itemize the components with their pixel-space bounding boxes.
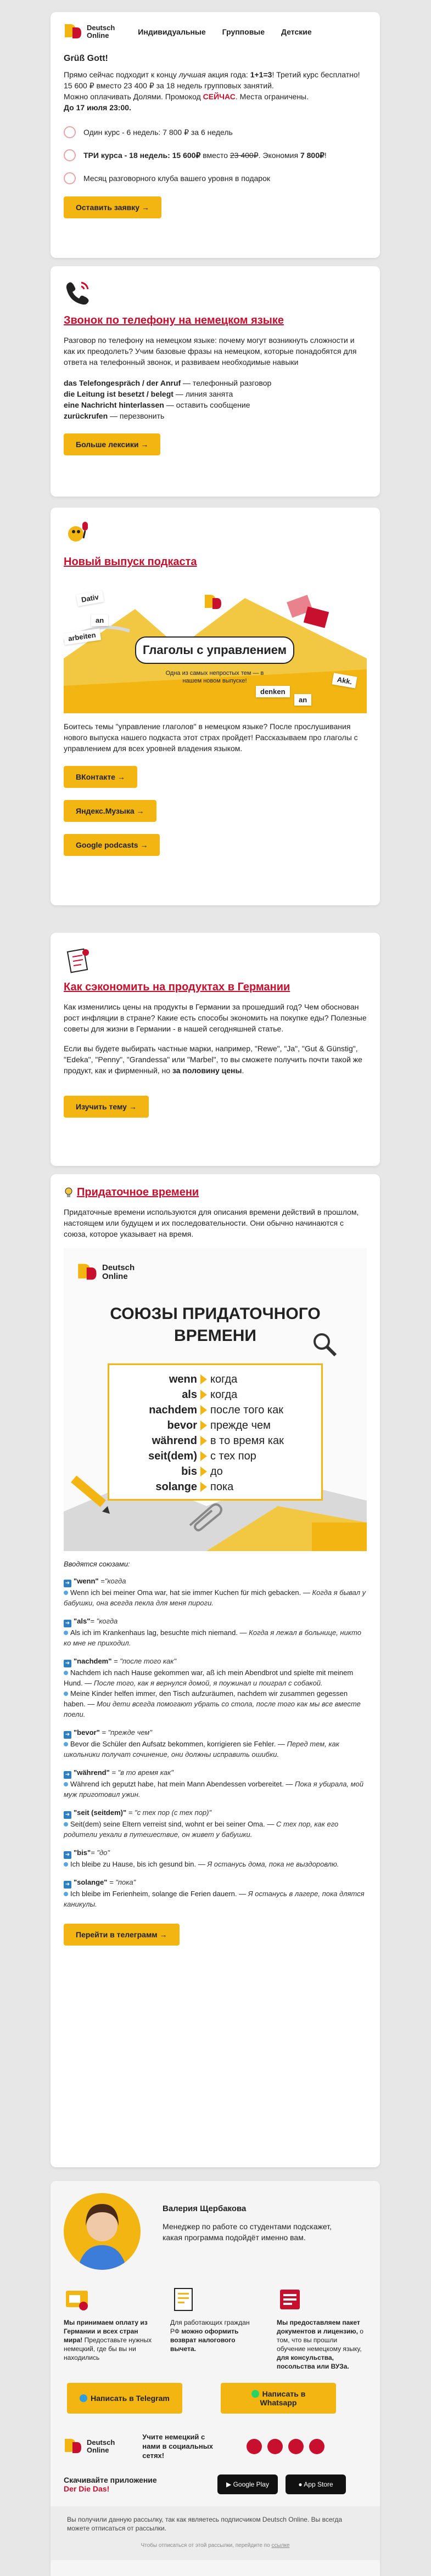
- nav-individual[interactable]: Индивидуальные: [138, 27, 206, 36]
- conjunction-de: als: [182, 1388, 197, 1401]
- example-block: [64, 1877, 367, 1909]
- example-head: ➜ "solange" = "пока": [64, 1877, 367, 1889]
- telegram-go-button[interactable]: Перейти в телеграмм →: [64, 1924, 180, 1946]
- arrow-icon: [200, 1390, 207, 1400]
- conjunction-row: [109, 1464, 321, 1479]
- write-telegram-button[interactable]: Написать в Telegram: [67, 2383, 182, 2414]
- footer-logo-icon: [64, 2437, 83, 2456]
- google-play-badge[interactable]: ▶ Google Play: [217, 2474, 278, 2494]
- lightbulb-icon: [64, 1187, 74, 1199]
- manager-text: Менеджер по работе со студентами подскажет, какая программа подойдёт именно вам.: [163, 2222, 332, 2242]
- clauses-title-link[interactable]: Придаточное времени: [77, 1186, 199, 1198]
- arrow-right-icon: ➜: [64, 1731, 71, 1739]
- clauses-header: [64, 1186, 367, 1199]
- banner-sub: Одна из самых непростых тем — в нашем новом выпуске!: [165, 670, 264, 684]
- conjunction-ru: пока: [210, 1480, 234, 1493]
- example-line: Seit(dem) seine Eltern verreist sind, wohnt er bei seiner Oma. — С тех пор, как его родители уехали в путешествие, он живет у бабушки.: [64, 1820, 339, 1839]
- example-line: Meine Kinder helfen immer, den Tisch aufzuräumen, nachdem wir zusammen gegessen haben. — Мои дети всегда помогают убрать со стола, после того как мы все вместе поели.: [64, 1689, 361, 1718]
- podcast-card: [51, 508, 380, 905]
- shopping-list-icon: [64, 945, 93, 974]
- manager-name: Валерия Щербакова: [163, 2204, 247, 2213]
- bullet-dot-icon: [64, 1671, 68, 1675]
- phone-icon: [64, 278, 93, 308]
- arrow-icon: [200, 1482, 207, 1492]
- example-head: ➜ "wenn" ="когда: [64, 1576, 367, 1587]
- more-vocab-button[interactable]: Больше лексики →: [64, 433, 160, 455]
- example-line: Als ich im Krankenhaus lag, besuchte mich niemand. — Когда я лежал в больнице, никто ко мне не приходил.: [64, 1628, 361, 1647]
- example-block: [64, 1767, 367, 1800]
- conjunction-de: seit(dem): [148, 1450, 197, 1462]
- conjunction-de: solange: [155, 1480, 197, 1493]
- example-head: ➜ "als"= "когда: [64, 1616, 367, 1627]
- conjunction-ru: до: [210, 1465, 223, 1478]
- bullet-dot-icon: [64, 1631, 68, 1635]
- conjunction-ru: когда: [210, 1388, 238, 1401]
- leave-request-button[interactable]: Оставить заявку →: [64, 196, 161, 218]
- unsubscribe-link[interactable]: ссылке: [271, 2543, 290, 2549]
- footer-social-row: [64, 2432, 367, 2460]
- conjunction-row: [109, 1418, 321, 1433]
- conjunction-row: [109, 1372, 321, 1387]
- conjunction-de: während: [152, 1434, 197, 1447]
- promo-price: 15 600 ₽ вместо 23 400 ₽ за 18 недель групповых занятий.: [64, 81, 274, 90]
- bullet-dot-icon: [64, 1892, 68, 1896]
- avatar: [64, 2193, 141, 2270]
- example-line: Bevor die Schüler den Aufsatz bekommen, korrigieren sie Fehler. — Перед тем, как школьники получат сочинение, они должны исправить ошибки.: [64, 1740, 339, 1758]
- card-title: СОЮЗЫ ПРИДАТОЧНОГО ВРЕМЕНИ: [110, 1305, 321, 1345]
- app-name: Der Die Das!: [64, 2484, 110, 2493]
- tax-document-icon: [170, 2286, 197, 2313]
- promo-item: Один курс - 6 недель: 7 800 ₽ за 6 недель: [64, 121, 367, 144]
- phone-card: [51, 266, 380, 497]
- examples-list: [64, 1576, 367, 1909]
- header: [64, 21, 367, 43]
- clauses-card: [51, 1174, 380, 2167]
- arrow-right-icon: ➜: [64, 1580, 71, 1587]
- arrow-icon: [200, 1436, 207, 1446]
- bullet-dot-icon: [64, 1782, 68, 1786]
- telegram-social-icon[interactable]: [288, 2439, 304, 2454]
- conjunction-row: [109, 1448, 321, 1464]
- arrow-right-icon: ➜: [64, 1851, 71, 1859]
- arrow-icon: [200, 1374, 207, 1384]
- telegram-icon: [80, 2394, 87, 2402]
- pencil-icon: [64, 1468, 113, 1520]
- certificate-icon: [277, 2286, 303, 2313]
- banner-word: an: [294, 694, 311, 706]
- vocab-item: die Leitung ist besetzt / belegt — линия занята: [64, 390, 233, 398]
- banner-logo-icon: [204, 593, 223, 615]
- app-title: Скачивайте приложение: [64, 2476, 157, 2484]
- grocery-card: [51, 933, 380, 1166]
- target-icon: [64, 126, 76, 138]
- example-head: ➜ "seit (seitdem)" = "с тех пор (с тех пор)": [64, 1807, 367, 1819]
- study-topic-button[interactable]: Изучить тему →: [64, 1096, 149, 1118]
- bullet-dot-icon: [64, 1591, 68, 1595]
- instagram-icon[interactable]: [309, 2439, 324, 2454]
- card-logo-line1: Deutsch: [102, 1263, 135, 1272]
- phone-intro: Разговор по телефону на немецком языке: почему могут возникнуть сложности и как их преодолеть? Учим базовые фразы на немецком, которые понадобятся для ответа на телефонный звонок, и развиваем необходимые навыки: [64, 336, 357, 367]
- conjunction-row: [109, 1402, 321, 1418]
- arrow-right-icon: ➜: [64, 1811, 71, 1819]
- conjunction-ru: с тех пор: [210, 1450, 256, 1462]
- phone-title-link[interactable]: Звонок по телефону на немецком языке: [64, 314, 284, 326]
- nav-kids[interactable]: Детские: [281, 27, 312, 36]
- whatsapp-icon: [251, 2390, 259, 2398]
- deutsch-online-logo-icon[interactable]: [64, 22, 83, 42]
- grocery-p1: Как изменились цены на продукты в Германии за прошедший год? Чем обоснован рост инфляции в стране? Какие есть способы экономить на покупке еды? Полезные советы для жизни в Германии - в нашей сегодняшней статье.: [64, 1002, 367, 1033]
- vk-button[interactable]: ВКонтакте →: [64, 766, 137, 788]
- google-podcasts-button[interactable]: Google podcasts →: [64, 834, 160, 856]
- arrow-right-icon: ➜: [64, 1620, 71, 1627]
- conjunction-de: nachdem: [149, 1403, 197, 1416]
- feature-tax: Для работающих граждан РФ можно оформить возврат налогового вычета.: [170, 2286, 260, 2371]
- greeting: Grüß Gott!: [64, 54, 108, 63]
- vocab-item: eine Nachricht hinterlassen — оставить сообщение: [64, 401, 250, 409]
- promo-item: Месяц разговорного клуба вашего уровня в подарок: [64, 167, 367, 190]
- bullet-dot-icon: [64, 1742, 68, 1746]
- example-line: Ich bleibe im Ferienheim, solange die Ferien dauern. — Я останусь в лагере, пока длятся каникулы.: [64, 1890, 365, 1908]
- contact-buttons: [64, 2383, 367, 2414]
- apple-icon: ●: [298, 2481, 304, 2488]
- banner-title: Глаголы с управлением: [135, 636, 294, 664]
- top-nav: [138, 27, 311, 36]
- youtube-icon[interactable]: [267, 2439, 283, 2454]
- example-head: ➜ "bevor" = "прежде чем": [64, 1727, 367, 1739]
- social-icons: [247, 2439, 324, 2454]
- example-block: [64, 1847, 367, 1869]
- arrow-right-icon: ➜: [64, 1771, 71, 1779]
- target-icon: [64, 149, 76, 161]
- example-head: ➜ "nachdem" = "после того как": [64, 1656, 367, 1667]
- banner-word: Dativ: [76, 590, 104, 606]
- conjunctions-card-image: [64, 1248, 367, 1551]
- conjunction-ru: в то время как: [210, 1434, 284, 1447]
- example-block: [64, 1616, 367, 1648]
- example-line: Während ich geputzt habe, hat mein Mann Abendessen vorbereitet. — Пока я убирала, мой муж приготовил ужин.: [64, 1780, 364, 1799]
- conjunction-de: wenn: [169, 1373, 197, 1385]
- write-whatsapp-button[interactable]: Написать в Whatsapp: [221, 2383, 336, 2414]
- conjunction-table: [108, 1363, 323, 1501]
- example-head: ➜ "bis"= "до": [64, 1847, 367, 1859]
- card-logo-icon: [77, 1261, 99, 1286]
- conjunction-ru: после того как: [210, 1403, 283, 1416]
- app-row: [64, 2474, 367, 2494]
- example-line: Wenn ich bei meiner Oma war, hat sie immer Kuchen für mich gebacken. — Когда я бывал у бабушки, она всегда пекла для меня пироги.: [64, 1588, 366, 1607]
- vocab-item: zurückrufen — перезвонить: [64, 412, 165, 420]
- arrow-icon: [200, 1451, 207, 1461]
- promo-code-line: Можно оплачивать Долями. Промокод СЕЙЧАС. Места ограничены.: [64, 92, 309, 101]
- promo-item: ТРИ курса - 18 недель: 15 600₽ вместо 23 400₽. Экономия 7 800₽!: [64, 144, 367, 167]
- unsubscribe-line: Чтобы отписаться от этой рассылки, перейдите по ссылке: [141, 2543, 290, 2549]
- conjunction-ru: когда: [210, 1373, 238, 1385]
- paperclip-icon: [184, 1501, 228, 1536]
- logo-line2: Online: [87, 31, 109, 40]
- microphone-mascot-icon: [64, 520, 93, 549]
- conjunction-row: [109, 1479, 321, 1495]
- app-store-badge[interactable]: ● App Store: [286, 2474, 346, 2494]
- features-row: [64, 2286, 367, 2371]
- podcast-banner[interactable]: [64, 576, 367, 713]
- conjunction-row: [109, 1387, 321, 1402]
- conjunction-ru: прежде чем: [210, 1419, 271, 1431]
- arrow-right-icon: ➜: [64, 1660, 71, 1667]
- example-line: Ich bleibe zu Hause, bis ich gesund bin. — Я останусь дома, пока не выздоровлю.: [64, 1859, 367, 1869]
- clauses-intro: Придаточные времени используются для описания времени действий в прошлом, настоящем или будущем и их последовательности. Они обычно начинаются с союза, которое указывает на время.: [64, 1208, 359, 1238]
- google-play-icon: ▶: [226, 2481, 233, 2488]
- podcast-title-link[interactable]: Новый выпуск подкаста: [64, 556, 197, 568]
- feature-documents: Мы предоставляем пакет документов и лицензию, о том, что вы прошли обучение немецкому языку, для консульства, посольства или ВУЗа.: [277, 2286, 367, 2371]
- grocery-title-link[interactable]: Как сэкономить на продуктах в Германии: [64, 981, 290, 993]
- example-head: ➜ "während" = "в то время как": [64, 1767, 367, 1779]
- arrow-icon: [200, 1467, 207, 1476]
- yandex-music-button[interactable]: Яндекс.Музыка →: [64, 800, 156, 822]
- example-block: [64, 1656, 367, 1720]
- grocery-p2: Если вы будете выбирать частные марки, например, "Rewe", "Ja", "Gut & Günstig", "Edeka", "Penny", "Grandessa" или "Marbel", то вы сможете получить почти такой же продукт, как и фирменный, но за половину цены.: [64, 1044, 362, 1075]
- banner-word: Akk.: [332, 673, 357, 688]
- banner-word: an: [91, 615, 108, 626]
- bullet-dot-icon: [64, 1822, 68, 1827]
- example-line: Nachdem ich nach Hause gekommen war, aß ich mein Abendbrot und spielte mit meinem Hund. — После того, как я вернулся домой, я поужинал и поиграл с собакой.: [64, 1669, 354, 1687]
- logo-line1: Deutsch: [87, 24, 115, 32]
- podcast-text: Боитесь темы "управление глаголов" в немецком языке? После прослушивания нового выпуска нашего подкаста этот страх пройдет! Рассказываем про глаголы с управлением для всех уровней владения языком.: [64, 722, 358, 753]
- vocab-item: das Telefongespräch / der Anruf — телефонный разговор: [64, 379, 272, 387]
- footer-logo[interactable]: Deutsch Online: [64, 2437, 115, 2456]
- magnifier-icon: [311, 1331, 338, 1361]
- arrow-icon: [200, 1405, 207, 1415]
- arrow-right-icon: ➜: [64, 1881, 71, 1889]
- bullet-dot-icon: [64, 1862, 68, 1867]
- promo-deadline: До 17 июля 23:00.: [64, 103, 131, 112]
- arrow-icon: [200, 1421, 207, 1430]
- example-block: [64, 1576, 367, 1608]
- promo-card: [51, 12, 380, 258]
- feature-payment: Мы принимаем оплату из Германии и всех стран мира! Предоставьте нужных немецкий, где бы вы ни находились: [64, 2286, 154, 2371]
- bullet-dot-icon: [64, 1692, 68, 1696]
- payment-icon: [64, 2286, 90, 2313]
- promo-text: Прямо сейчас подходит к концу лучшая акция года: 1+1=3! Третий курс бесплатно!: [64, 70, 360, 79]
- example-block: [64, 1807, 367, 1840]
- intro-line: Вводятся союзами:: [64, 1560, 130, 1568]
- conjunction-de: bevor: [167, 1419, 197, 1431]
- manager-card: [51, 2181, 380, 2576]
- conjunction-de: bis: [181, 1465, 197, 1478]
- promo-list: [64, 121, 367, 190]
- legal-text: Вы получили данную рассылку, так как являетесь подписчиком Deutsch Online. Вы всегда можете отписаться от рассылки.: [67, 2516, 343, 2532]
- conjunction-row: [109, 1433, 321, 1448]
- banner-word: denken: [256, 686, 290, 697]
- social-text: Учите немецкий с нами в социальных сетях!: [142, 2433, 214, 2460]
- vk-icon[interactable]: [247, 2439, 262, 2454]
- card-logo-line2: Online: [102, 1272, 128, 1281]
- legal-block: [51, 2506, 380, 2560]
- vocab-list: [64, 377, 367, 421]
- target-icon: [64, 172, 76, 184]
- nav-group[interactable]: Групповые: [222, 27, 265, 36]
- example-block: [64, 1727, 367, 1760]
- manager-block: [64, 2193, 367, 2270]
- banner-word: arbeiten: [64, 628, 101, 645]
